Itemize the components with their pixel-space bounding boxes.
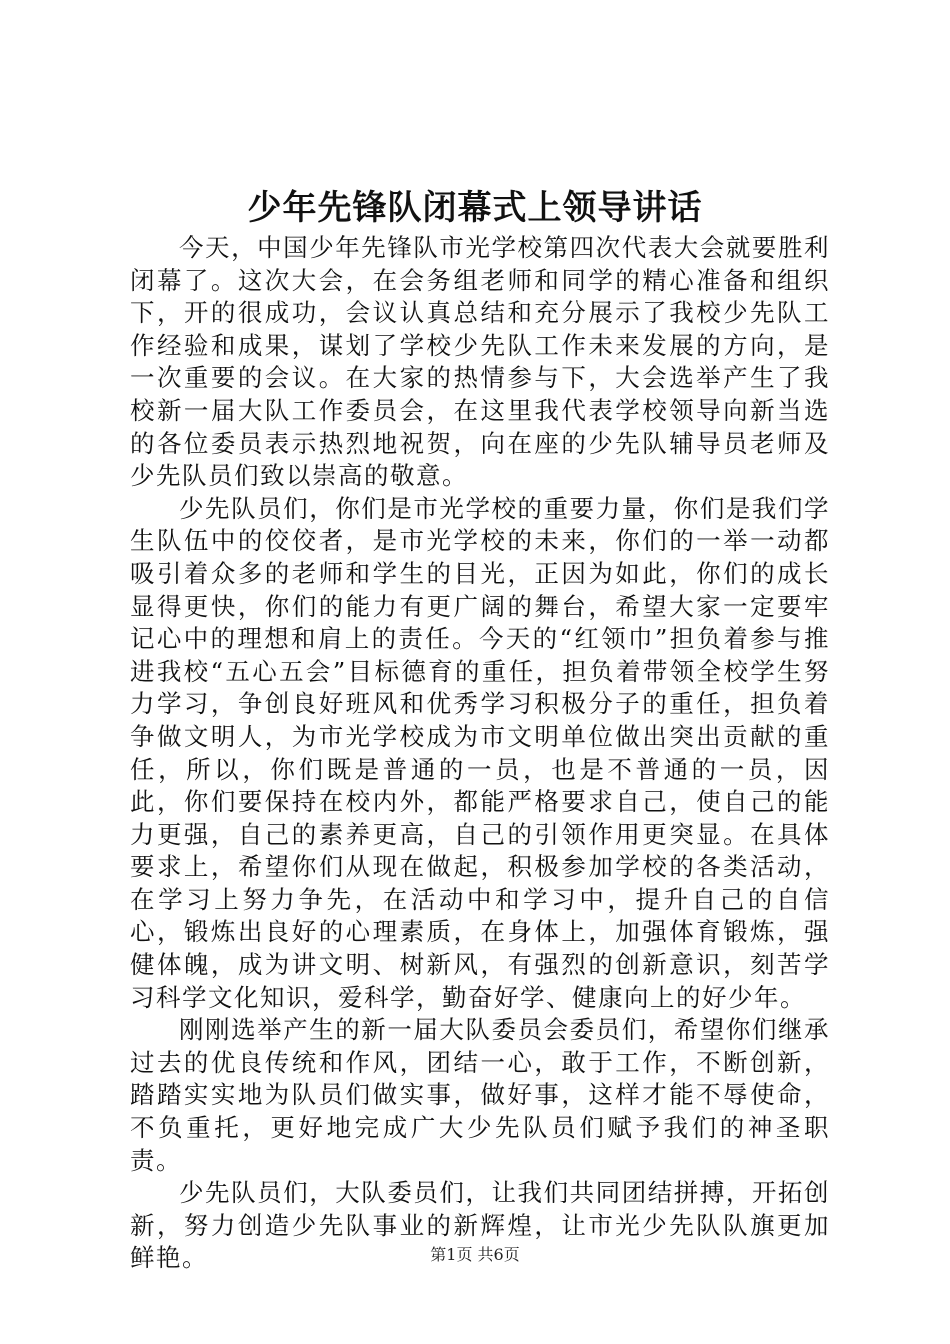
page-footer: 第1页 共6页: [430, 1245, 520, 1264]
document-body: [130, 232, 830, 1275]
document-title: 少年先锋队闭幕式上领导讲话: [247, 188, 703, 228]
paragraph-2: 少先队员们，你们是市光学校的重要力量，你们是我们学生队伍中的佼佼者，是市光学校的未来，你们的一举一动都吸引着众多的老师和学生的目光，正因为如此，你们的成长显得更快，你们的能力有更广阔的舞台，希望大家一定要牢记心中的理想和肩上的责任。今天的“红领巾”担负着参与推进我校“五心五会”目标德育的重任，担负着带领全校学生努力学习，争创良好班风和优秀学习积极分子的重任，担负着争做文明人，为市光学校成为市文明单位做出突出贡献的重任，所以，你们既是普通的一员，也是不普通的一员，因此，你们要保持在校内外，都能严格要求自己，使自己的能力更强，自己的素养更高，自己的引领作用更突显。在具体要求上，希望你们从现在做起，积极参加学校的各类活动，在学习上努力争先，在活动中和学习中，提升自己的自信心，锻炼出良好的心理素质，在身体上，加强体育锻炼，强健体魄，成为讲文明、树新风，有强烈的创新意识，刻苦学习科学文化知识，爱科学，勤奋好学、健康向上的好少年。: [130, 493, 830, 1012]
paragraph-3: 刚刚选举产生的新一届大队委员会委员们，希望你们继承过去的优良传统和作风，团结一心，敢于工作，不断创新，踏踏实实地为队员们做实事，做好事，这样才能不辱使命，不负重托，更好地完成广大少先队员们赋予我们的神圣职责。: [130, 1015, 830, 1175]
paragraph-1: 今天，中国少年先锋队市光学校第四次代表大会就要胜利闭幕了。这次大会，在会务组老师和同学的精心准备和组织下，开的很成功，会议认真总结和充分展示了我校少先队工作经验和成果，谋划了学校少先队工作未来发展的方向，是一次重要的会议。在大家的热情参与下，大会选举产生了我校新一届大队工作委员会，在这里我代表学校领导向新当选的各位委员表示热烈地祝贺，向在座的少先队辅导员老师及少先队员们致以崇高的敬意。: [130, 233, 830, 491]
paragraph-4: 少先队员们，大队委员们，让我们共同团结拼搏，开拓创新，努力创造少先队事业的新辉煌，让市光少先队队旗更加鲜艳。: [130, 1178, 830, 1273]
